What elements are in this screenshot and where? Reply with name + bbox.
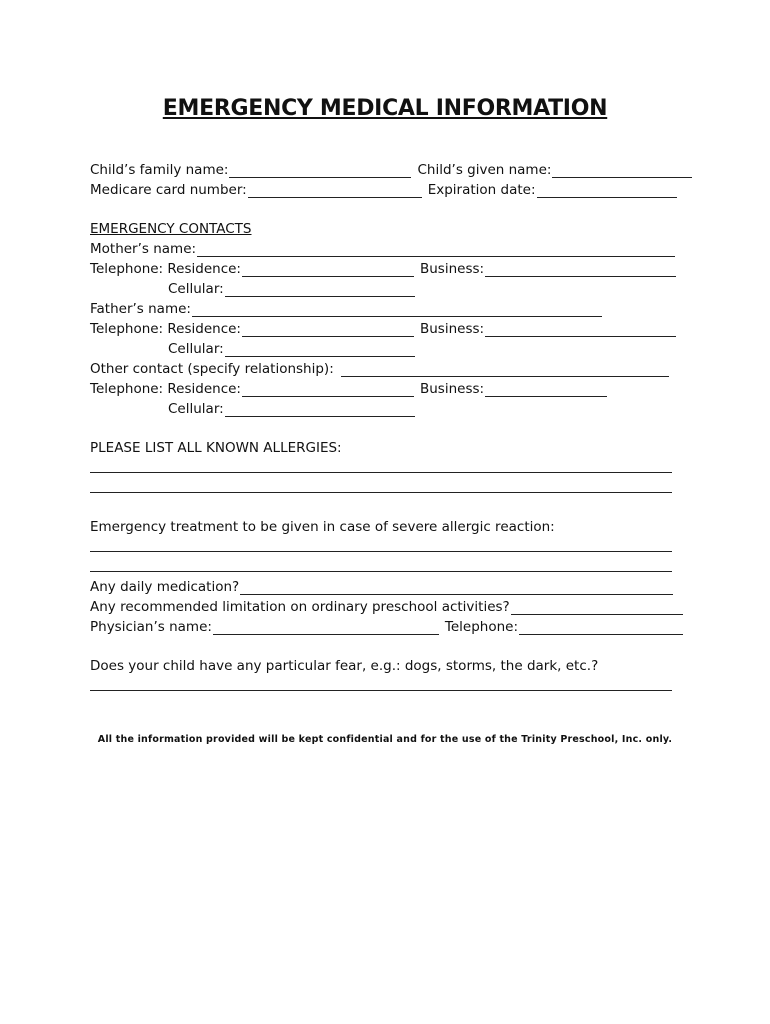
- treatment-row: [90, 515, 555, 535]
- father-cellular-row: [90, 337, 415, 357]
- limitation-label: Any recommended limitation on ordinary preschool activities?: [90, 599, 510, 615]
- medicare-row: [90, 178, 677, 198]
- mother-phone-row: [90, 257, 676, 277]
- form-title: EMERGENCY MEDICAL INFORMATION: [162, 96, 608, 121]
- medicare-field[interactable]: [248, 184, 422, 198]
- contacts-heading: EMERGENCY CONTACTS: [90, 221, 252, 237]
- other-cellular-label: Cellular:: [168, 401, 224, 417]
- father-cellular-field[interactable]: [225, 343, 415, 357]
- other-cellular-field[interactable]: [225, 403, 415, 417]
- limitation-field[interactable]: [511, 601, 683, 615]
- father-residence-field[interactable]: [242, 323, 414, 337]
- family-name-field[interactable]: [229, 164, 411, 178]
- mother-residence-field[interactable]: [242, 263, 414, 277]
- other-business-field[interactable]: [485, 383, 607, 397]
- treatment-field-2[interactable]: [90, 571, 672, 572]
- fear-field[interactable]: [90, 690, 672, 691]
- daily-medication-field[interactable]: [240, 581, 673, 595]
- given-name-label: Child’s given name:: [417, 162, 552, 178]
- physician-label: Physician’s name:: [90, 619, 212, 635]
- father-business-field[interactable]: [485, 323, 676, 337]
- other-cellular-row: [90, 397, 415, 417]
- other-residence-label: Telephone: Residence:: [90, 381, 241, 397]
- physician-row: [90, 615, 683, 635]
- physician-telephone-label: Telephone:: [444, 619, 519, 635]
- expiration-field[interactable]: [537, 184, 677, 198]
- allergies-field-2[interactable]: [90, 492, 672, 493]
- allergies-label: PLEASE LIST ALL KNOWN ALLERGIES:: [90, 440, 342, 456]
- other-contact-field[interactable]: [341, 363, 669, 377]
- other-business-label: Business:: [419, 381, 485, 397]
- expiration-label: Expiration date:: [427, 182, 536, 198]
- contacts-heading-row: [90, 217, 252, 237]
- mother-cellular-label: Cellular:: [168, 281, 224, 297]
- mother-business-label: Business:: [419, 261, 485, 277]
- father-row: [90, 297, 602, 317]
- family-name-label: Child’s family name:: [90, 162, 229, 178]
- fear-row: [90, 654, 598, 674]
- daily-medication-label: Any daily medication?: [90, 579, 240, 595]
- confidentiality-footer: All the information provided will be kept confidential and for the use of the Trinity Preschool, Inc. only.: [97, 734, 673, 745]
- given-name-field[interactable]: [552, 164, 692, 178]
- other-residence-field[interactable]: [242, 383, 414, 397]
- father-field[interactable]: [192, 303, 602, 317]
- father-business-label: Business:: [419, 321, 485, 337]
- child-name-row: [90, 158, 692, 178]
- father-phone-row: [90, 317, 676, 337]
- medication-row: [90, 575, 673, 595]
- father-residence-label: Telephone: Residence:: [90, 321, 241, 337]
- mother-business-field[interactable]: [485, 263, 676, 277]
- mother-label: Mother’s name:: [90, 241, 197, 257]
- mother-residence-label: Telephone: Residence:: [90, 261, 241, 277]
- fear-label: Does your child have any particular fear, e.g.: dogs, storms, the dark, etc.?: [90, 658, 599, 674]
- limitation-row: [90, 595, 683, 615]
- treatment-label: Emergency treatment to be given in case of severe allergic reaction:: [90, 519, 555, 535]
- father-cellular-label: Cellular:: [168, 341, 224, 357]
- mother-row: [90, 237, 675, 257]
- allergies-field-1[interactable]: [90, 472, 672, 473]
- other-contact-row: [90, 357, 669, 377]
- father-label: Father’s name:: [90, 301, 191, 317]
- mother-cellular-row: [90, 277, 415, 297]
- mother-cellular-field[interactable]: [225, 283, 415, 297]
- physician-telephone-field[interactable]: [519, 621, 683, 635]
- mother-field[interactable]: [197, 243, 675, 257]
- medicare-label: Medicare card number:: [90, 182, 247, 198]
- other-phone-row: [90, 377, 607, 397]
- other-contact-label: Other contact (specify relationship):: [90, 361, 334, 377]
- treatment-field-1[interactable]: [90, 551, 672, 552]
- allergies-row: [90, 436, 342, 456]
- physician-field[interactable]: [213, 621, 439, 635]
